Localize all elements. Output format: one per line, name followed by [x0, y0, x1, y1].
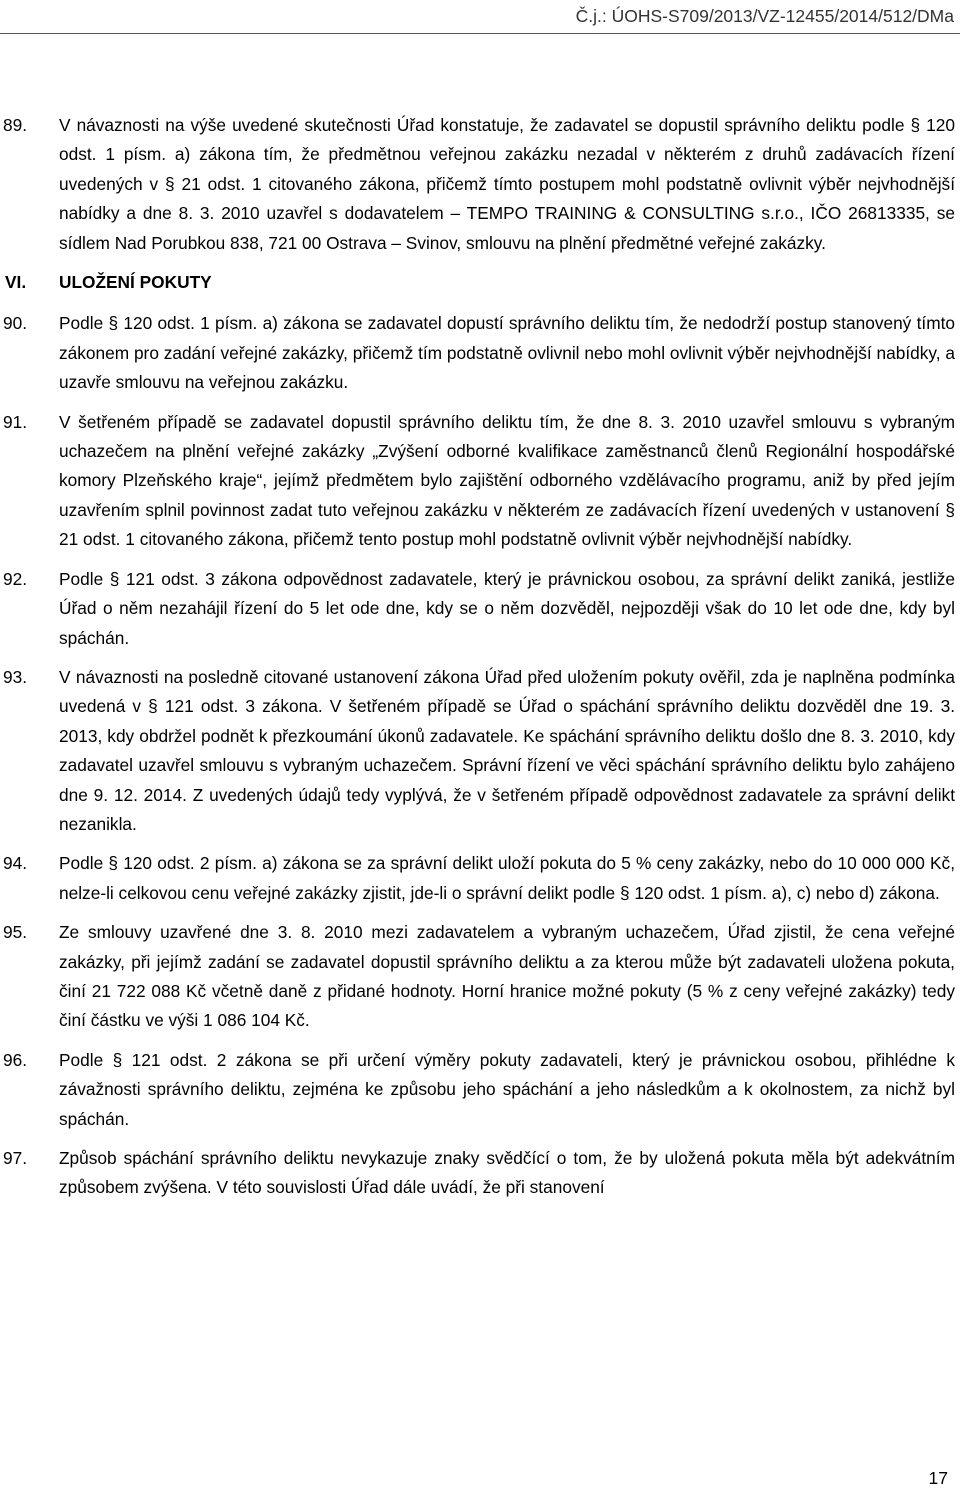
paragraph-text: Podle § 121 odst. 2 zákona se při určení výměry pokuty zadavateli, který je právnickou osobou, přihlédne k závažnosti správního deliktu, zejména ke způsobu jeho spáchání a jeho následkům a k okolnostem, za nichž byl spáchán. [59, 1049, 955, 1129]
paragraph-89 [0, 111, 960, 258]
paragraph-text: Podle § 120 odst. 2 písm. a) zákona se za správní delikt uloží pokuta do 5 % ceny zakázky, nebo do 10 000 000 Kč, nelze-li celkovou cenu veřejné zakázky zjistit, jde-li o správní delikt podle § 120 odst. 1 písm. a), c) nebo d) zákona. [59, 853, 955, 903]
section-title: ULOŽENÍ POKUTY [59, 272, 212, 293]
paragraph-text: Způsob spáchání správního deliktu nevykazuje znaky svědčící o tom, že by uložená pokuta měla být adekvátním způsobem zvýšena. V této souvislosti Úřad dále uvádí, že při stanovení [59, 1148, 955, 1198]
section-heading [0, 268, 960, 297]
paragraph-text: V návaznosti na posledně citované ustanovení zákona Úřad před uložením pokuty ověřil, zda je naplněna podmínka uvedená v § 121 odst. 3 zákona. V šetřeném případě se Úřad o spáchání správního deliktu dozvěděl dne 19. 3. 2013, kdy obdržel podnět k přezkoumání úkonů zadavatele. Ke spáchání správního deliktu došlo dne 8. 3. 2010, kdy zadavatel uzavřel smlouvu s vybraným uchazečem. Správní řízení ve věci spáchání správního deliktu bylo zahájeno dne 9. 12. 2014. Z uvedených údajů tedy vyplývá, že v šetřeném případě odpovědnost zadavatele za správní delikt nezanikla. [59, 666, 955, 834]
paragraph-number: 95. [3, 922, 28, 943]
paragraph-90 [0, 309, 960, 397]
paragraph-95 [0, 918, 960, 1036]
paragraph-number: 97. [3, 1148, 28, 1168]
paragraph-number: 96. [3, 1049, 28, 1070]
page-number: 17 [928, 1468, 948, 1488]
paragraph-92 [0, 565, 960, 653]
paragraph-text: Podle § 121 odst. 3 zákona odpovědnost zadavatele, který je právnickou osobou, za správní delikt zaniká, jestliže Úřad o něm nezahájil řízení do 5 let ode dne, kdy se o něm dozvěděl, nejpozději však do 10 let ode dne, kdy byl spáchán. [59, 568, 955, 648]
document-reference: Č.j.: ÚOHS-S709/2013/VZ-12455/2014/512/DMa [575, 6, 954, 26]
paragraph-97 [0, 1144, 960, 1203]
paragraph-text: Ze smlouvy uzavřené dne 3. 8. 2010 mezi zadavatelem a vybraným uchazečem, Úřad zjistil, že cena veřejné zakázky, při jejímž zadání se zadavatel dopustil správního deliktu a za kterou může být zadavateli uložena pokuta, činí 21 722 088 Kč včetně daně z přidané hodnoty. Horní hranice možné pokuty (5 % z ceny veřejné zakázky) tedy činí částku ve výši 1 086 104 Kč. [59, 922, 955, 1031]
paragraph-text: V návaznosti na výše uvedené skutečnosti Úřad konstatuje, že zadavatel se dopustil správního deliktu podle § 120 odst. 1 písm. a) zákona tím, že předmětnou veřejnou zakázku nezadal v některém z druhů zadávacích řízení uvedených v § 21 odst. 1 citovaného zákona, přičemž tímto postupem mohl podstatně ovlivnit výběr nejvhodnější nabídky a dne 8. 3. 2010 uzavřel s dodavatelem – TEMPO TRAINING & CONSULTING s.r.o., IČO 26813335, se sídlem Nad Porubkou 838, 721 00 Ostrava – Svinov, smlouvu na plnění předmětné veřejné zakázky. [59, 115, 955, 253]
section-number: VI. [5, 272, 27, 293]
paragraph-text: V šetřeném případě se zadavatel dopustil správního deliktu tím, že dne 8. 3. 2010 uzavřel smlouvu s vybraným uchazečem na plnění veřejné zakázky „Zvýšení odborné kvalifikace zaměstnanců členů Regionální hospodářské komory Plzeňského kraje“, jejímž předmětem bylo zajištění odborného vzdělávacího programu, aniž by před jejím uzavřením splnil povinnost zadat tuto veřejnou zakázku v některém ze zadávacích řízení uvedených v ustanovení § 21 odst. 1 citovaného zákona, přičemž tento postup mohl podstatně ovlivnit výběr nejvhodnější nabídky. [59, 411, 955, 550]
paragraph-94 [0, 849, 960, 908]
paragraph-number: 91. [3, 411, 28, 432]
paragraph-number: 89. [3, 115, 28, 135]
header-divider [0, 33, 960, 34]
paragraph-96 [0, 1046, 960, 1134]
document-body [0, 111, 960, 1213]
paragraph-91 [0, 408, 960, 555]
paragraph-number: 92. [3, 568, 28, 589]
paragraph-number: 94. [3, 853, 28, 874]
paragraph-93 [0, 663, 960, 839]
paragraph-number: 93. [3, 666, 28, 687]
paragraph-text: Podle § 120 odst. 1 písm. a) zákona se zadavatel dopustí správního deliktu tím, že nedodrží postup stanovený tímto zákonem pro zadání veřejné zakázky, přičemž tím podstatně ovlivnil nebo mohl ovlivnit výběr nejvhodnější nabídky, a uzavře smlouvu na veřejnou zakázku. [59, 313, 955, 393]
paragraph-number: 90. [3, 313, 28, 334]
